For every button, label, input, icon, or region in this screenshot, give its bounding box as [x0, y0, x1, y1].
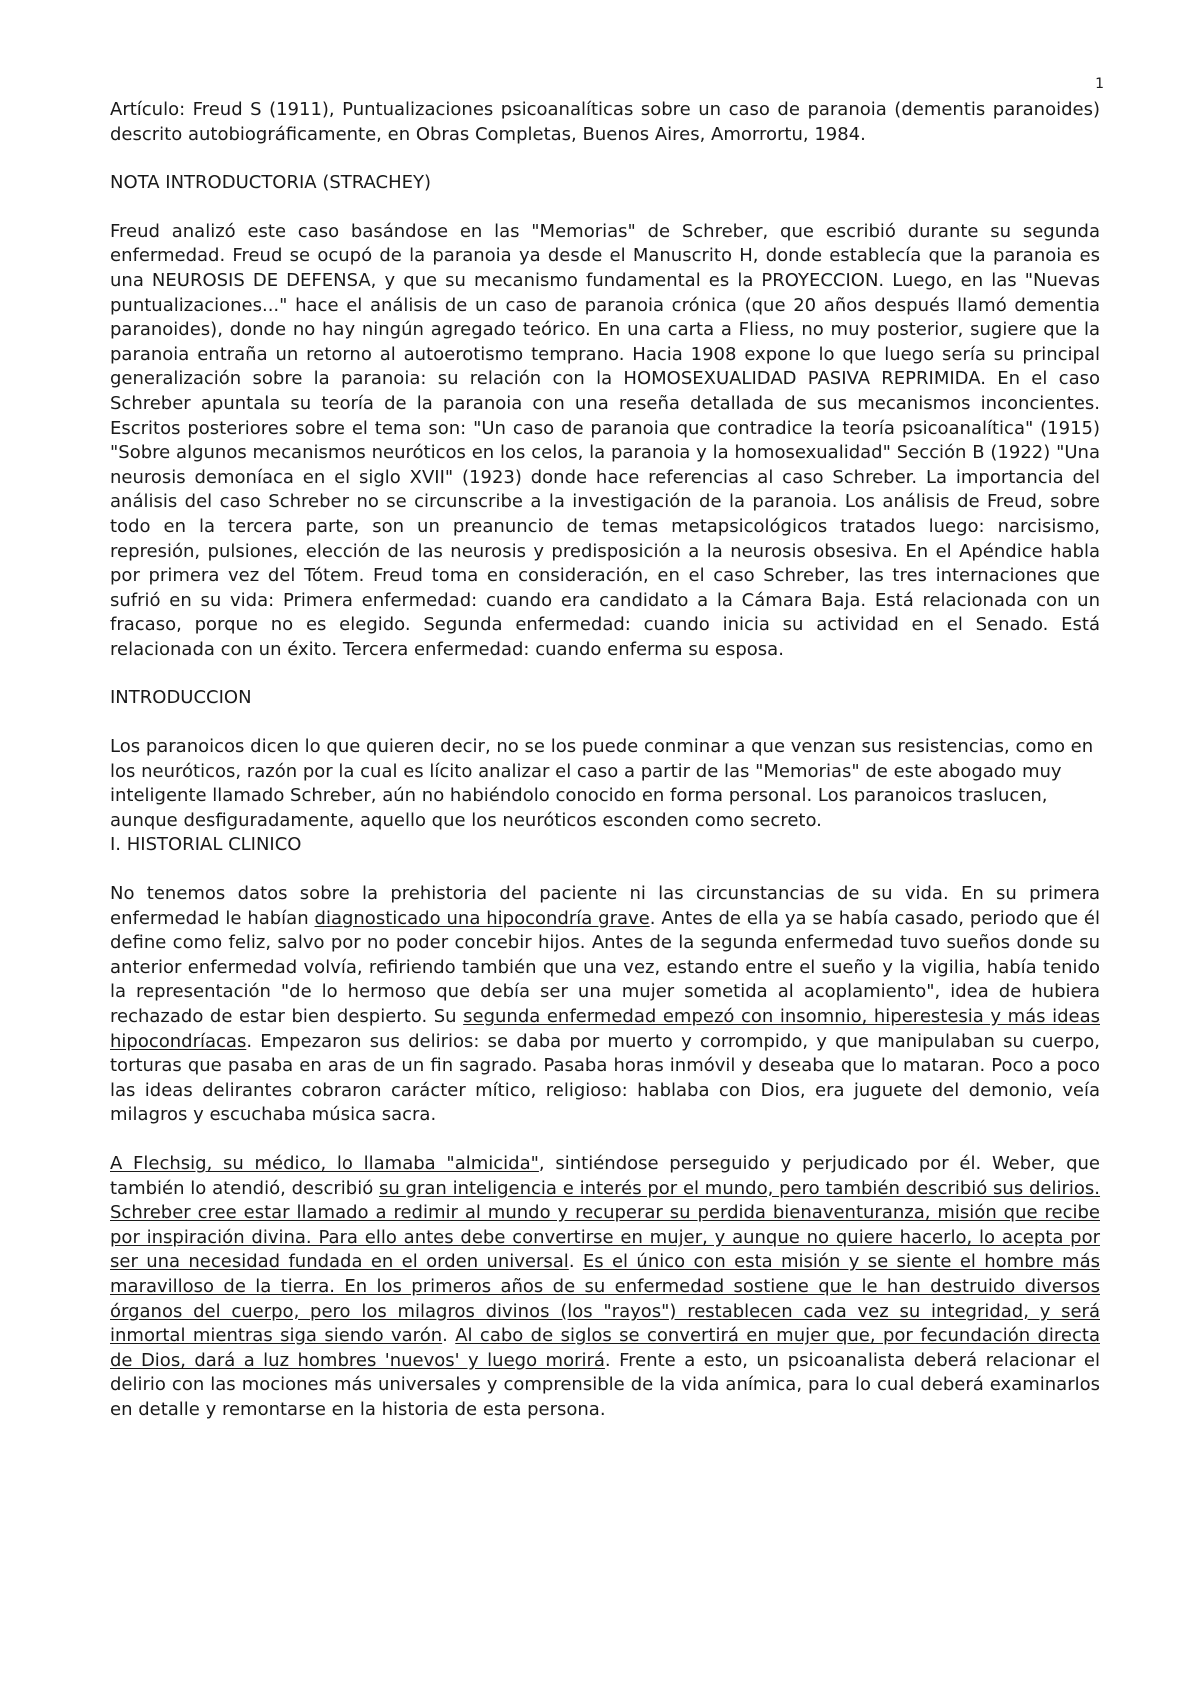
- page-number: 1: [1095, 76, 1104, 92]
- section-heading-nota: NOTA INTRODUCTORIA (STRACHEY): [110, 172, 432, 194]
- section-heading-historial: I. HISTORIAL CLINICO: [110, 834, 302, 856]
- text-run: . Empezaron sus delirios: se daba por muerto y corrompido, y que manipulaban su cuerpo, torturas que pasaba en aras de un fin sagrado. Pasaba horas inmóvil y deseaba que lo mataran. Poco a poco las ideas delirantes cobraron carácter mítico, religioso: hablaba con Dios, era juguete del demonio, veía milagros y escuchaba música sacra.: [110, 1030, 1100, 1126]
- text-run: . Antes de ella ya se había casado, periodo que él define como feliz, salvo por no poder concebir hijos. Antes de la segunda enfermedad tuvo sueños donde su anterior enfermedad volvía, refiriendo también que una vez, estando entre el sueño y la vigilia, había tenido la representación "de lo hermoso que debía ser una mujer sometida al acoplamiento", idea de hubiera rechazado de estar bien despierto. Su: [110, 907, 1101, 1027]
- text-run: No tenemos datos sobre la prehistoria del paciente ni las circunstancias de su vida. En su primera enfermedad le habían: [110, 883, 1100, 929]
- underlined-run: segunda enfermedad empezó con insomnio, hiperestesia y más ideas hipocondríacas: [110, 1006, 1100, 1052]
- citation: Artículo: Freud S (1911), Puntualizaciones psicoanalíticas sobre un caso de paranoia (dementis paranoides) descrito autobiográficamente, en Obras Completas, Buenos Aires, Amorrortu, 1984.: [110, 99, 1100, 145]
- document-body: [110, 98, 1100, 1423]
- text-run: .: [442, 1325, 456, 1347]
- underlined-run: Es el único con esta misión y se siente el hombre más maravilloso de la tierra. En los primeros años de su enfermedad sostiene que le han destruido diversos órganos del cuerpo, pero los milagros divinos (los "rayos") restablecen cada vez su integridad, y será inmortal mientras siga siendo varón: [110, 1251, 1100, 1347]
- text-run: , sintiéndose perseguido y perjudicado por él. Weber, que también lo atendió, describió: [110, 1152, 1101, 1199]
- underlined-run: diagnosticado una hipocondría grave: [314, 907, 650, 929]
- text-run: . Frente a esto, un psicoanalista deberá relacionar el delirio con las mociones más universales y comprensible de la vida anímica, para lo cual deberá examinarlos en detalle y remontarse en la historia de esta persona.: [110, 1349, 1101, 1420]
- underlined-run: Al cabo de siglos se convertirá en mujer que, por fecundación directa de Dios, dará a luz hombres 'nuevos' y luego morirá: [110, 1325, 1100, 1371]
- historial-paragraph-2: [110, 1152, 1100, 1423]
- nota-paragraph: Freud analizó este caso basándose en las "Memorias" de Schreber, que escribió durante su segunda enfermedad. Freud se ocupó de la paranoia ya desde el Manuscrito H, donde establecía que la paranoia es una NEUROSIS DE DEFENSA, y que su mecanismo fundamental es la PROYECCION. Luego, en las "Nuevas puntualizaciones..." hace el análisis de un caso de paranoia crónica (que 20 años después llamó dementia paranoides), donde no hay ningún agregado teórico. En una carta a Fliess, no muy posterior, sugiere que la paranoia entraña un retorno al autoerotismo temprano. Hacia 1908 expone lo que luego sería su principal generalización sobre la paranoia: su relación con la HOMOSEXUALIDAD PASIVA REPRIMIDA. En el caso Schreber apuntala su teoría de la paranoia con una reseña detallada de sus mecanismos inconcientes. Escritos posteriores sobre el tema son: "Un caso de paranoia que contradice la teoría psicoanalítica" (1915) "Sobre algunos mecanismos neuróticos en los celos, la paranoia y la homosexualidad" Sección B (1922) "Una neurosis demoníaca en el siglo XVII" (1923) donde hace referencias al caso Schreber. La importancia del análisis del caso Schreber no se circunscribe a la investigación de la paranoia. Los análisis de Freud, sobre todo en la tercera parte, son un preanuncio de temas metapsicológicos tratados luego: narcisismo, represión, pulsiones, elección de las neurosis y predisposición a la neurosis obsesiva. En el Apéndice habla por primera vez del Tótem. Freud toma en consideración, en el caso Schreber, las tres internaciones que sufrió en su vida: Primera enfermedad: cuando era candidato a la Cámara Baja. Está relacionada con un fracaso, porque no es elegido. Segunda enfermedad: cuando inicia su actividad en el Senado. Está relacionada con un éxito. Tercera enfermedad: cuando enferma su esposa.: [110, 220, 1100, 660]
- historial-paragraph-1: [110, 882, 1100, 1128]
- underlined-run: A Flechsig, su médico, lo llamaba "almicida": [110, 1152, 539, 1174]
- text-run: .: [568, 1251, 583, 1273]
- section-heading-intro: INTRODUCCION: [110, 687, 252, 709]
- intro-paragraph: Los paranoicos dicen lo que quieren decir, no se los puede conminar a que venzan sus resistencias, como en los neuróticos, razón por la cual es lícito analizar el caso a partir de las "Memorias" de este abogado muy inteligente llamado Schreber, aún no habiéndolo conocido en forma personal. Los paranoicos traslucen, aunque desfiguradamente, aquello que los neuróticos esconden como secreto.: [110, 736, 1094, 831]
- underlined-run: su gran inteligencia e interés por el mundo, pero también describió sus delirios. Schreber cree estar llamado a redimir al mundo y recuperar su perdida bienaventuranza, misión que recibe por inspiración divina. Para ello antes debe convertirse en mujer, y aunque no quiere hacerlo, lo acepta por ser una necesidad fundada en el orden universal: [110, 1177, 1101, 1273]
